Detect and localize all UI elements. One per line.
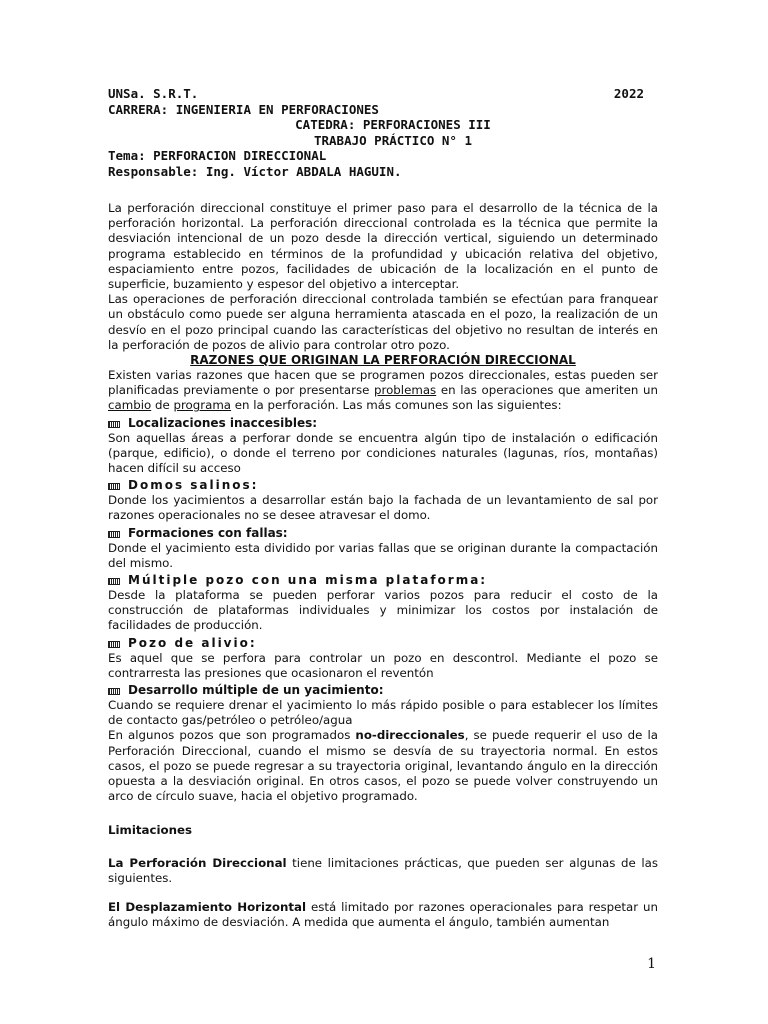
reason-item: Pozo de alivio: [108, 636, 658, 651]
document-header [108, 86, 658, 179]
page-number: 1 [647, 956, 656, 972]
bullet-icon [108, 530, 119, 537]
bullet-icon [108, 420, 119, 427]
topic: Tema: PERFORACION DIRECCIONAL [108, 148, 327, 163]
bullet-icon [108, 640, 119, 647]
career: CARRERA: INGENIERIA EN PERFORACIONES [108, 101, 379, 117]
reason-text: Cuando se requiere drenar el yacimiento lo más rápido posible o para establecer los límites de contacto gas/petróleo o petróleo/agua [108, 698, 658, 728]
reason-item: Múltiple pozo con una misma plataforma: [108, 573, 658, 588]
reason-item: Desarrollo múltiple de un yacimiento: [108, 683, 658, 698]
reason-text: Donde los yacimientos a desarrollar están bajo la fachada de un levantamiento de sal por razones operacionales no se desee atravesar el domo. [108, 493, 658, 523]
bullet-icon [108, 687, 119, 694]
reasons-extra: En algunos pozos que son programados no-direccionales, se puede requerir el uso de la Perforación Direccional, cuando el mismo se desvía de su trayectoria normal. En estos casos, el pozo se puede regresar a su trayectoria original, levantando ángulo en la dirección opuesta a la desviación original. En otros casos, el pozo se puede volver construyendo un arco de círculo suave, hacia el objetivo programado. [108, 728, 658, 804]
document-page [108, 86, 658, 931]
practical-number: TRABAJO PRÁCTICO N° 1 [313, 132, 473, 148]
reason-text: Son aquellas áreas a perforar donde se encuentra algún tipo de instalación o edificación (parque, edificio), o donde el terreno por condiciones naturales (lagunas, ríos, montañas) hacen difícil su acceso [108, 430, 658, 476]
responsible: Responsable: Ing. Víctor ABDALA HAGUIN. [108, 163, 402, 179]
limitations-paragraph-1: La Perforación Direccional tiene limitaciones prácticas, que pueden ser algunas de las siguientes. [108, 855, 658, 885]
reason-text: Desde la plataforma se pueden perforar varios pozos para reducir el costo de la construcción de plataformas individuales y minimizar los costos por instalación de facilidades de producción. [108, 588, 658, 633]
limitations-title: Limitaciones [108, 822, 193, 837]
bullet-icon [108, 482, 119, 489]
reason-item: Domos salinos: [108, 478, 658, 493]
chair: CATEDRA: PERFORACIONES III [295, 117, 491, 132]
reason-item: Localizaciones inaccesibles: [108, 416, 658, 431]
intro-paragraph-1: La perforación direccional constituye el primer paso para el desarrollo de la técnica de la perforación horizontal. La perforación direccional controlada es la técnica que permite la desviación intencional de un pozo desde la dirección vertical, siguiendo un determinado programa establecido en términos de la profundidad y ubicación relativa del objetivo, espaciamiento entre pozos, facilidades de ubicación de la localización en el punto de superficie, buzamiento y espesor del objetivo a interceptar. [108, 201, 658, 292]
bullet-icon [108, 577, 119, 584]
year: 2022 [613, 86, 644, 101]
reason-text: Donde el yacimiento esta dividido por varias fallas que se originan durante la compactación del mismo. [108, 540, 658, 570]
limitations-paragraph-2: El Desplazamiento Horizontal está limitado por razones operacionales para respetar un ángulo máximo de desviación. A medida que aumenta el ángulo, también aumentan [108, 900, 658, 930]
reason-text: Es aquel que se perfora para controlar un pozo en descontrol. Mediante el pozo se contrarresta las presiones que ocasionaron el reventón [108, 650, 658, 680]
reasons-title: RAZONES QUE ORIGINAN LA PERFORACIÓN DIRECCIONAL [190, 353, 576, 368]
reasons-intro: Existen varias razones que hacen que se programen pozos direccionales, estas pueden ser planificadas previamente o por presentarse problemas en las operaciones que ameriten un cambio de programa en la perforación. Las más comunes son las siguientes: [108, 368, 658, 413]
institution: UNSa. S.R.T. [108, 86, 199, 101]
intro-paragraph-2: Las operaciones de perforación direccional controlada también se efectúan para franquear un obstáculo como puede ser alguna herramienta atascada en el pozo, la realización de un desvío en el pozo principal cuando las características del objetivo no resultan de interés en la perforación de pozos de alivio para controlar otro pozo. [108, 292, 658, 352]
reason-item: Formaciones con fallas: [108, 526, 658, 541]
